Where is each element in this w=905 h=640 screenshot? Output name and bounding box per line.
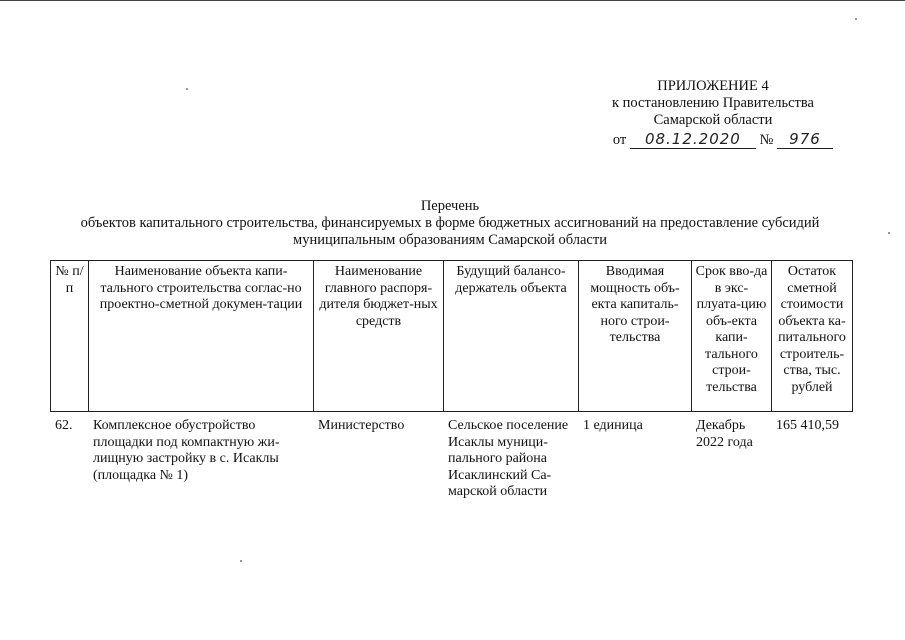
header-capacity: Вводимая мощность объ-екта капиталь-ного строи-тельства xyxy=(579,261,692,412)
scan-edge-line xyxy=(0,0,905,1)
scan-speck xyxy=(888,232,890,234)
appendix-header xyxy=(593,78,833,149)
table-header-row xyxy=(51,261,853,412)
row-remaining-cost: 165 410,59 xyxy=(776,418,839,433)
scan-speck xyxy=(855,18,857,20)
row-balance-holder: Сельское поселение Исаклы муници-пального района Исаклинский Са-марской области xyxy=(448,418,569,499)
document-title xyxy=(50,198,850,249)
row-object-name: Комплексное обустройство площадки под компактную жи-лищную застройку в с. Исаклы (площадка № 1) xyxy=(93,418,280,483)
row-commissioning-date: Декабрь 2022 года xyxy=(696,418,753,450)
header-balance-holder: Будущий балансо-держатель объекта xyxy=(444,261,579,412)
number-prefix: № xyxy=(759,132,774,148)
row-capacity: 1 единица xyxy=(583,418,643,433)
table-row xyxy=(51,412,853,503)
title-line-2: объектов капитального строительства, финансируемых в форме бюджетных ассигнований на предоставление субсидий xyxy=(80,215,820,231)
header-commissioning-date: Срок вво-да в экс-плуата-цию объ-екта капи-тального строи-тельства xyxy=(692,261,772,412)
row-budget-manager: Министерство xyxy=(318,418,405,433)
scan-speck xyxy=(186,88,188,90)
header-number: № п/п xyxy=(51,261,89,412)
date-prefix: от xyxy=(612,132,627,148)
title-line-1: Перечень xyxy=(420,198,480,214)
objects-table xyxy=(50,260,853,503)
scan-speck xyxy=(240,560,242,562)
handwritten-number: 976 xyxy=(777,131,833,149)
handwritten-date: 08.12.2020 xyxy=(630,131,756,149)
header-object-name: Наименование объекта капи-тального строительства соглас-но проектно-сметной докумен-тации xyxy=(89,261,314,412)
header-budget-manager: Наименование главного распоря-дителя бюджет-ных средств xyxy=(314,261,444,412)
appendix-date-number-line xyxy=(593,131,833,149)
header-remaining-cost: Остаток сметной стоимости объекта ка-питального строитель-ства, тыс. рублей xyxy=(772,261,853,412)
appendix-resolution-line: к постановлению Правительства xyxy=(612,95,814,111)
row-number: 62. xyxy=(55,418,73,433)
appendix-title: ПРИЛОЖЕНИЕ 4 xyxy=(657,78,769,94)
appendix-region-line: Самарской области xyxy=(653,112,773,128)
title-line-3: муниципальным образованиям Самарской области xyxy=(293,232,607,248)
